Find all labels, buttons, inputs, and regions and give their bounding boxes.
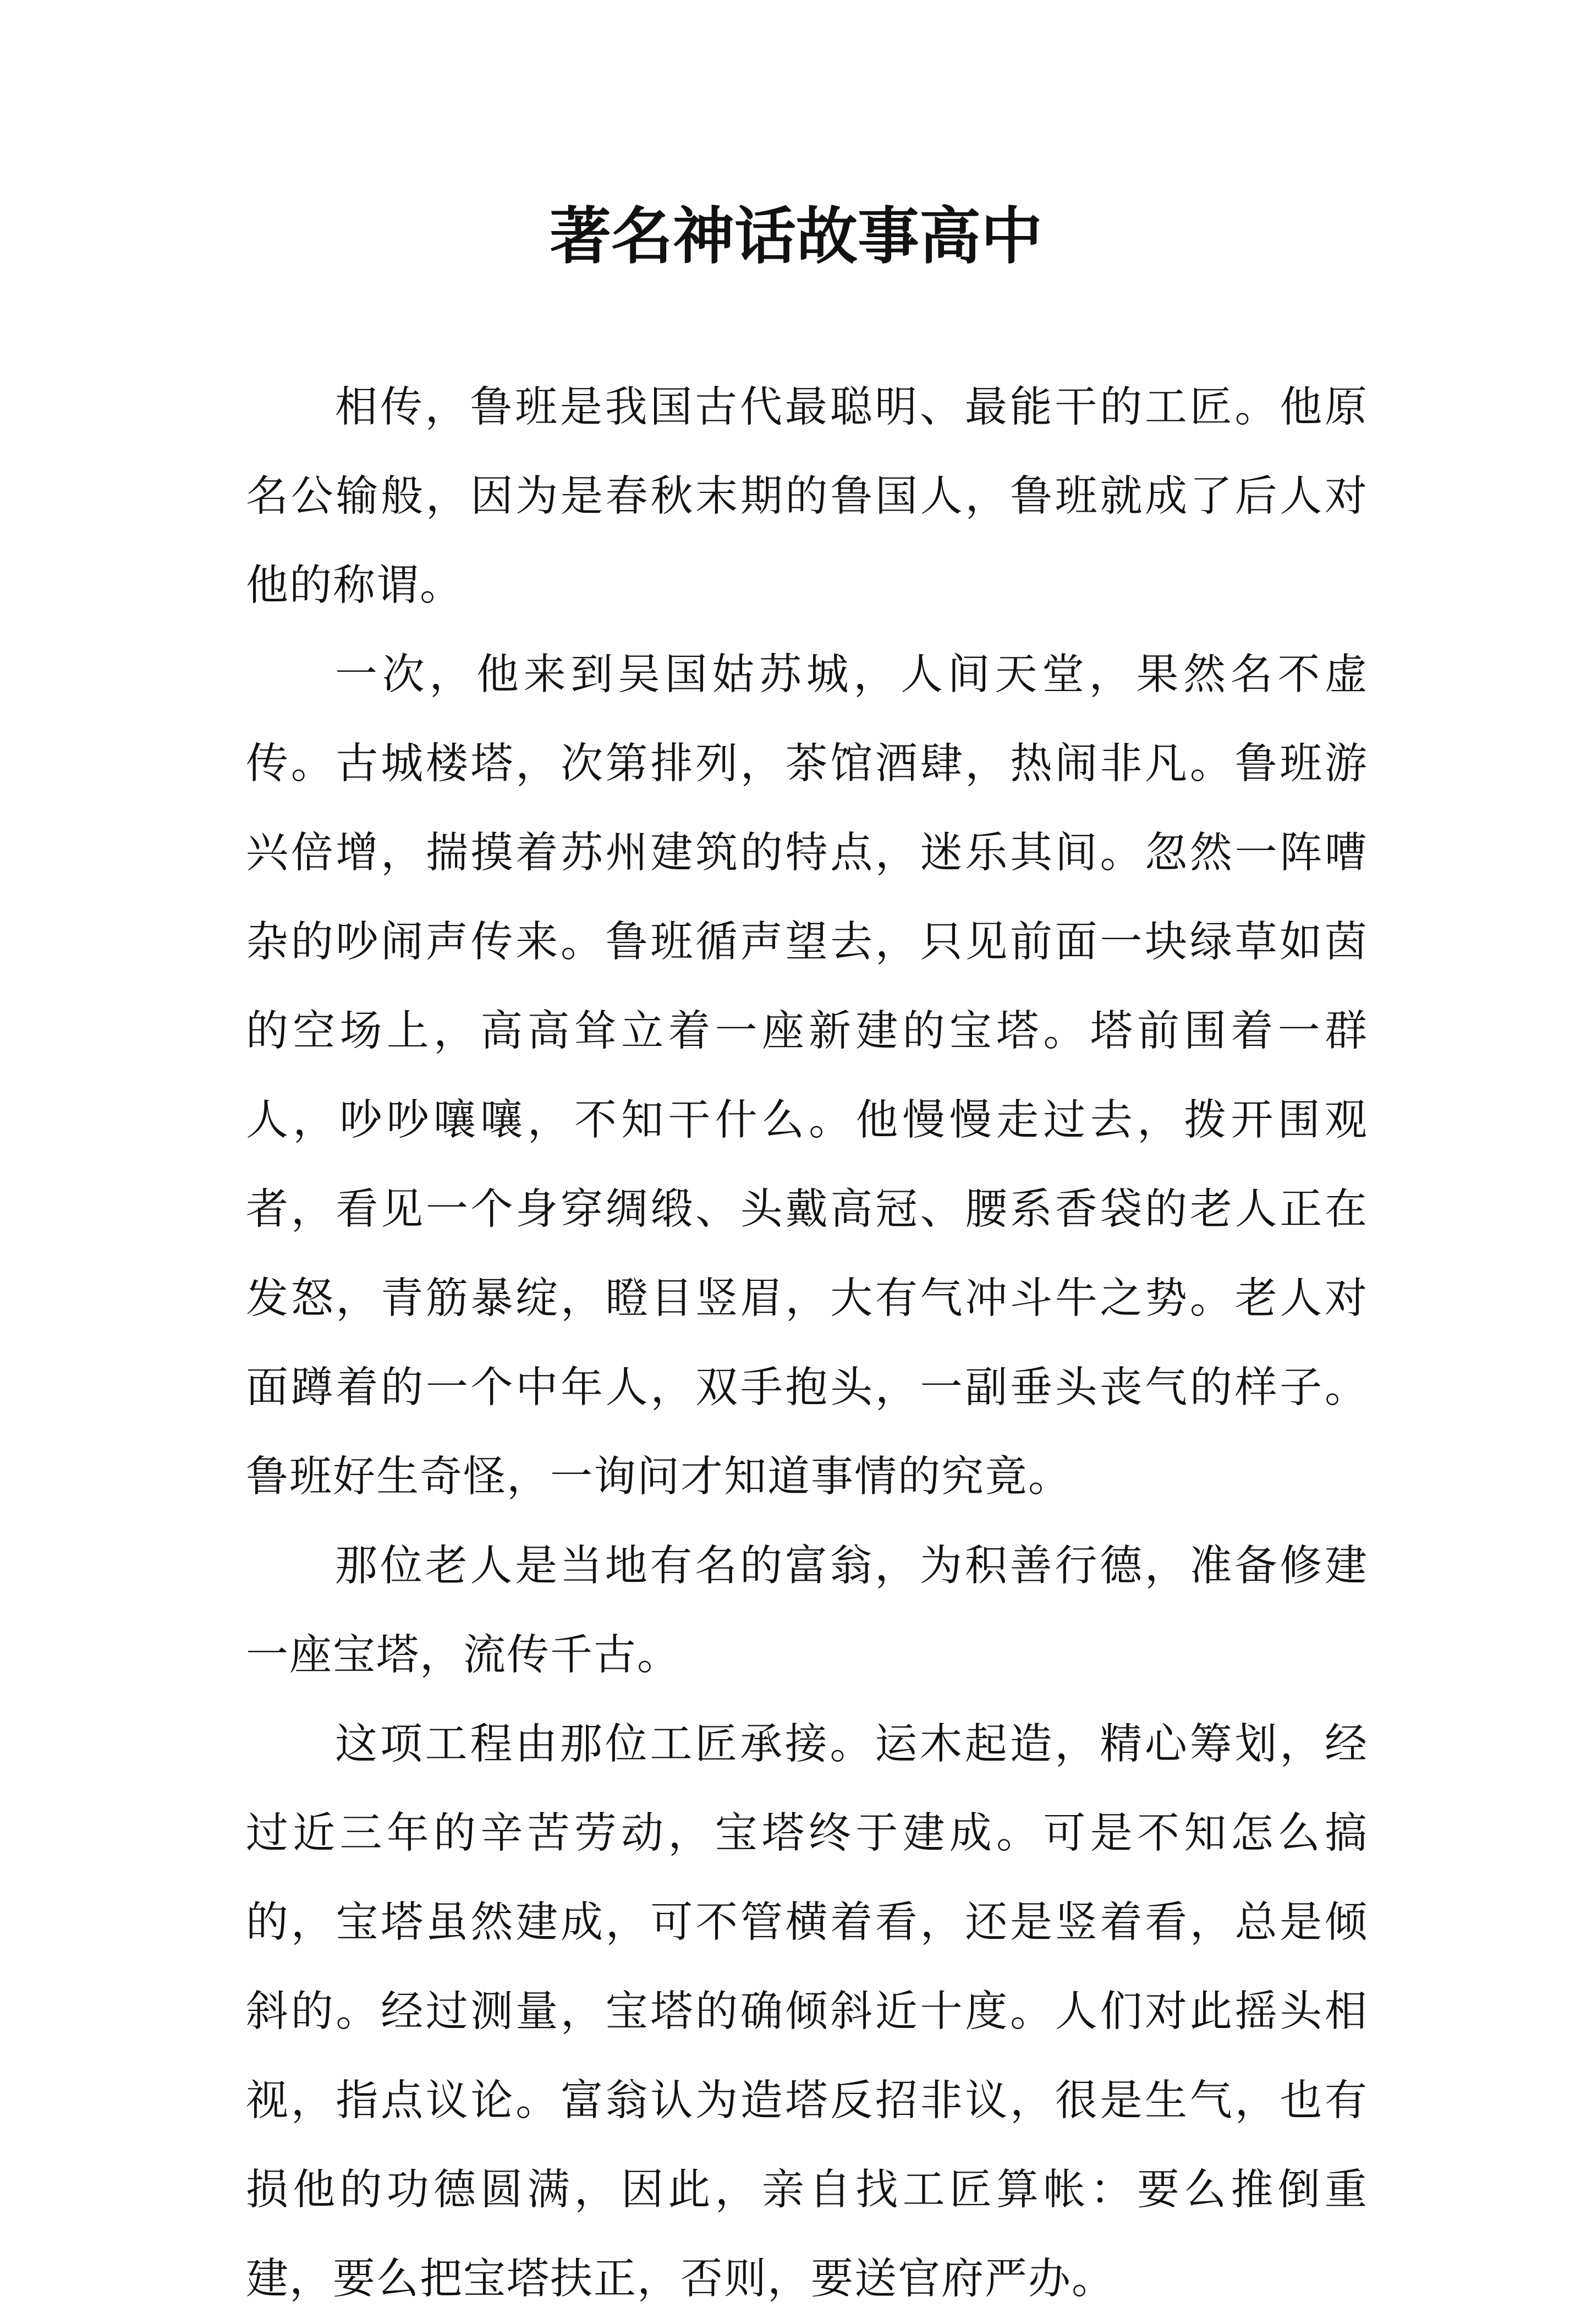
paragraph-3: 那位老人是当地有名的富翁，为积善行德，准备修建一座宝塔，流传千古。 (246, 1542, 1368, 1680)
document-title: 著名神话故事高中 (550, 200, 1042, 272)
paragraph-1: 相传，鲁班是我国古代最聪明、最能干的工匠。他原名公输般，因为是春秋末期的鲁国人，鲁班就成了后人对他的称谓。 (246, 383, 1368, 610)
paragraph-2: 一次，他来到吴国姑苏城，人间天堂，果然名不虚传。古城楼塔，次第排列，茶馆酒肆，热闹非凡。鲁班游兴倍增，揣摸着苏州建筑的特点，迷乐其间。忽然一阵嘈杂的吵闹声传来。鲁班循声望去，只见前面一块绿草如茵的空场上，高高耸立着一座新建的宝塔。塔前围着一群人，吵吵嚷嚷，不知干什么。他慢慢走过去，拨开围观者，看见一个身穿绸缎、头戴高冠、腰系香袋的老人正在发怒，青筋暴绽，瞪目竖眉，大有气冲斗牛之势。老人对面蹲着的一个中年人，双手抱头，一副垂头丧气的样子。鲁班好生奇怪，一询问才知道事情的究竟。 (246, 650, 1368, 1501)
document-body (246, 363, 1368, 2324)
paragraph-4: 这项工程由那位工匠承接。运木起造，精心筹划，经过近三年的辛苦劳动，宝塔终于建成。可是不知怎么搞的，宝塔虽然建成，可不管横着看，还是竖着看，总是倾斜的。经过测量，宝塔的确倾斜近十度。人们对此摇头相视，指点议论。富翁认为造塔反招非议，很是生气，也有损他的功德圆满，因此，亲自找工匠算帐：要么推倒重建，要么把宝塔扶正，否则，要送官府严办。 (246, 1720, 1368, 2304)
